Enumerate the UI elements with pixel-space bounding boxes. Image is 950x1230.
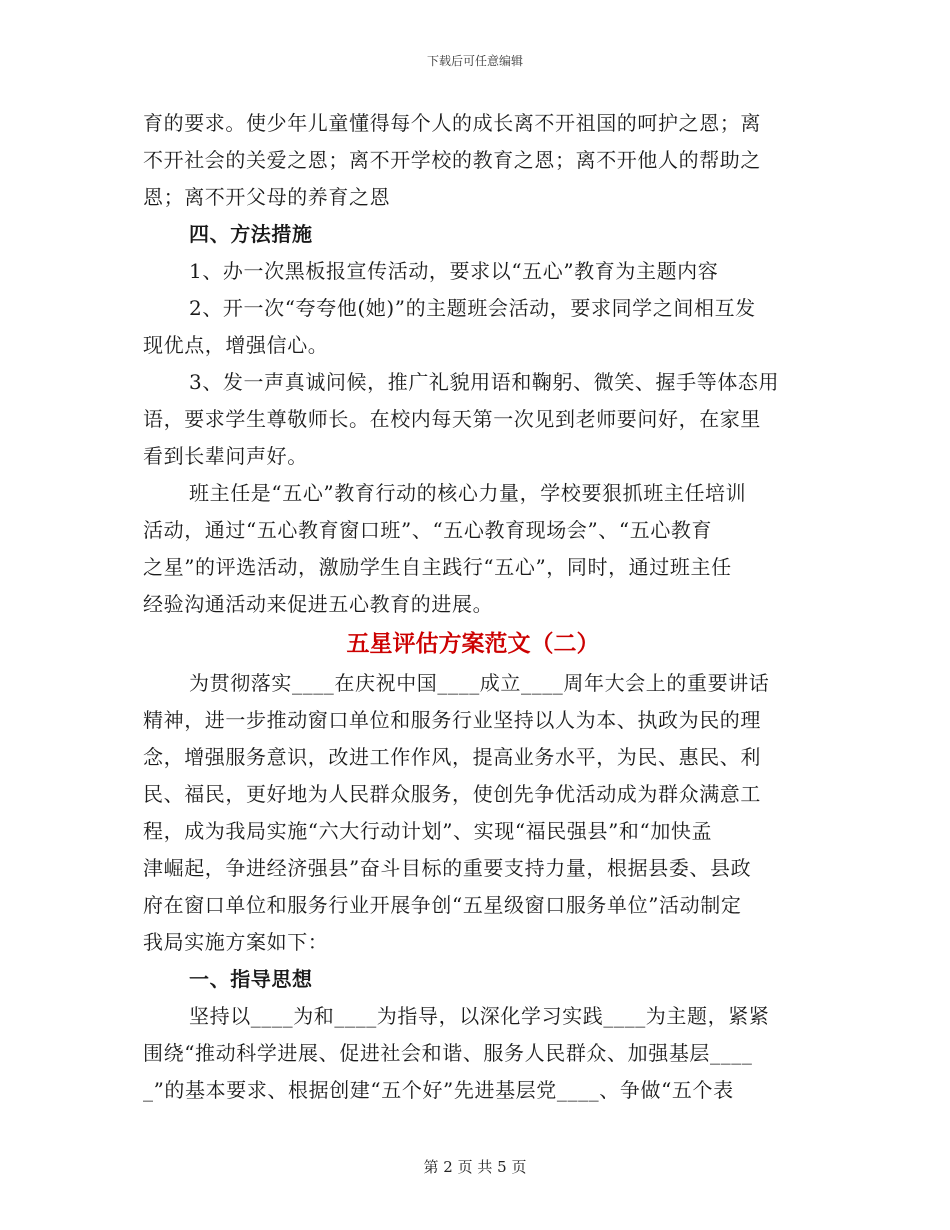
document-body [143, 105, 803, 1109]
body-line: 恩；离不开父母的养育之恩 [143, 185, 391, 209]
body-line: 活动，通过“五心教育窗口班”、“五心教育现场会”、“五心教育 [143, 518, 713, 542]
list-item: 2、开一次“夸夸他(她)”的主题班会活动，要求同学之间相互发 [189, 296, 756, 320]
body-line: 民、福民，更好地为人民群众服务，使创先争优活动成为群众满意工 [143, 782, 761, 806]
body-line: 育的要求。使少年儿童懂得每个人的成长离不开祖国的呵护之恩；离 [143, 111, 761, 135]
paragraph-start: 为贯彻落实____在庆祝中国____成立____周年大会上的重要讲话 [189, 671, 770, 695]
list-item: 3、发一声真诚问候，推广礼貌用语和鞠躬、微笑、握手等体态用 [189, 370, 780, 394]
body-line: 念，增强服务意识，改进工作作风，提高业务水平，为民、惠民、利 [143, 745, 761, 769]
body-line: 精神，进一步推动窗口单位和服务行业坚持以人为本、执政为民的理 [143, 708, 761, 732]
body-line: 程，成为我局实施“六大行动计划”、实现“福民强县”和“加快孟 [143, 819, 713, 843]
body-line: 不开社会的关爱之恩；离不开学校的教育之恩；离不开他人的帮助之 [143, 148, 761, 172]
page-number: 第 2 页 共 5 页 [423, 1158, 527, 1176]
body-line: 现优点，增强信心。 [143, 333, 329, 357]
body-line: 府在窗口单位和服务行业开展争创“五星级窗口服务单位”活动制定 [143, 893, 742, 917]
paragraph-start: 坚持以____为和____为指导，以深化学习实践____为主题，紧紧 [189, 1004, 770, 1028]
body-line: 经验沟通活动来促进五心教育的进展。 [143, 592, 494, 616]
body-line: 语，要求学生尊敬师长。在校内每天第一次见到老师要问好，在家里 [143, 407, 761, 431]
paragraph-start: 班主任是“五心”教育行动的核心力量，学校要狠抓班主任培训 [189, 481, 747, 505]
body-line: 之星”的评选活动，激励学生自主践行“五心”，同时，通过班主任 [143, 555, 732, 579]
document-title: 五星评估方案范文（二） [346, 631, 600, 657]
body-line: 看到长辈问声好。 [143, 444, 308, 468]
body-line: 我局实施方案如下： [143, 930, 329, 954]
section-heading: 四、方法措施 [189, 222, 313, 246]
page-header-note: 下载后可任意编辑 [426, 54, 523, 68]
body-line: 围绕“推动科学进展、促进社会和谐、服务人民群众、加强基层____ [143, 1041, 753, 1065]
list-item: 1、办一次黑板报宣传活动，要求以“五心”教育为主题内容 [189, 259, 719, 283]
body-line: 津崛起，争进经济强县”奋斗目标的重要支持力量，根据县委、县政 [143, 856, 752, 880]
section-heading: 一、指导思想 [189, 967, 313, 991]
body-line: _”的基本要求、根据创建“五个好”先进基层党____、争做“五个表 [143, 1078, 734, 1102]
